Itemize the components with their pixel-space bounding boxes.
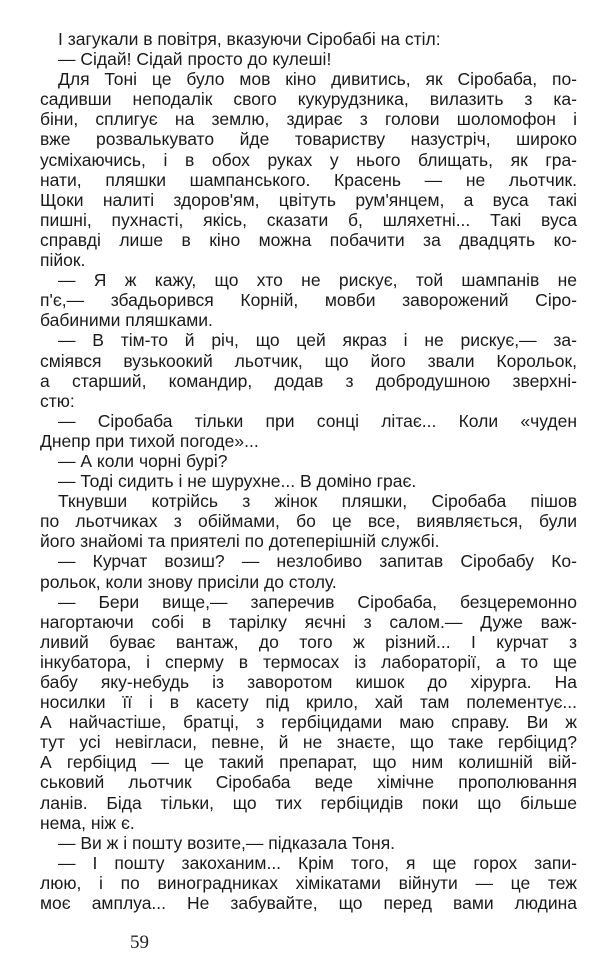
text-line: п'є,— збадьорився Корній, мовби заворожений Сіро- [40,290,577,311]
text-line: ливий буває вантаж, до того ж різний... І курчат з [40,631,577,652]
text-line: бабиними пляшками. [40,310,213,331]
text-line: — Бери вище,— заперечив Сіробаба, безцеремонно [58,591,577,612]
paragraph [40,451,577,471]
text-line: стю: [40,390,75,411]
paragraph [40,29,577,49]
text-line: вже розвалькувато йде товариству назустріч, широко [40,129,577,150]
paragraph [40,471,577,491]
paragraph [40,49,577,69]
text-line: Днепр при тихой погоде»... [40,430,259,451]
text-line: — Сіробаба тільки при сонці літає... Коли «чуден [58,410,577,431]
paragraph [40,592,577,833]
text-line: а старший, командир, додав з добродушною зверхні- [40,370,577,391]
paragraph [40,69,577,270]
text-line: — Тоді сидить і не шурухне... В доміно грає. [58,471,417,492]
text-line: — А коли чорні бурі? [58,450,228,471]
text-line: І загукали в повітря, вказуючи Сіробабі на стіл: [58,29,441,49]
text-line: А гербіцид — це такий препарат, що ним колишній вій- [40,752,577,773]
text-line: по льотчиках з обіймами, бо це все, виявляється, були [40,511,577,532]
page-number: 59 [130,932,149,953]
paragraph [40,551,577,591]
paragraph [40,270,577,330]
text-line: — Я ж кажу, що хто не рискує, той шампанів не [58,270,577,291]
text-line: носилки її і в касету під крило, хай там полементує... [40,692,577,713]
text-line: нема, ніж є. [40,812,135,833]
text-line: — Сідай! Сідай просто до кулеші! [58,49,332,70]
text-line: ланів. Біда тільки, що тих гербіцидів поки що більше [40,792,577,813]
paragraph [40,411,577,451]
text-line: люю, і по виноградниках хімікатами війнути — це теж [40,872,577,893]
text-line: — Курчат возиш? — незлобиво запитав Сіробабу Ко- [58,551,577,572]
text-line: справді лише в кіно можна побачити за двадцять ко- [40,229,577,250]
book-page-text [40,29,577,913]
text-line: нати, пляшки шампанського. Красень — не льотчик. [40,169,577,190]
text-line: Для Тоні це було мов кіно дивитись, як Сіробаба, по- [58,69,577,90]
text-line: Щоки налиті здоров'ям, цвітуть рум'янцем, а вуса такі [40,189,577,210]
paragraph [40,853,577,913]
text-line: пійок. [40,250,86,271]
text-line: А найчастіше, братці, з гербіцидами маю справу. Ви ж [40,712,577,733]
text-line: нагортаючи собі в тарілку яєчні з салом.— Дуже важ- [40,611,577,632]
text-line: бабу яку-небудь із заворотом кишок до хірурга. На [40,672,577,692]
paragraph [40,330,577,410]
text-line: моє амплуа... Не забувайте, що перед вами людина [40,893,577,914]
text-line: — І пошту закоханим... Крім того, я ще горох запи- [58,852,577,873]
paragraph [40,833,577,853]
text-line: усміхаючись, і в обох руках у нього блищать, як гра- [40,149,577,170]
text-line: тут усі невігласи, певне, й не знаєте, що таке гербіцид? [40,732,577,753]
text-line: його знайомі та приятелі по дотеперішній службі. [40,531,440,552]
text-line: — В тім-то й річ, що цей якраз і не рискує,— за- [58,330,577,351]
text-line: ськовий льотчик Сіробаба веде хімічне прополювання [40,772,577,793]
text-line: пишні, пухнасті, якісь, сказати б, шляхетні... Такі вуса [40,209,577,230]
text-line: садивши неподалік свого кукурудзника, вилазить з ка- [40,89,577,110]
text-line: Ткнувши котрійсь з жінок пляшки, Сіробаба пішов [58,491,577,512]
paragraph [40,491,577,551]
text-line: біни, сплигує на землю, здирає з голови шоломофон і [40,109,577,130]
text-line: інкубатора, і сперму в термосах із лабораторії, а то ще [40,651,577,672]
text-line: — Ви ж і пошту возите,— підказала Тоня. [58,832,396,853]
text-line: сміявся вузькоокий льотчик, що його звали Корольок, [40,350,577,371]
text-line: рольок, коли знову присіли до столу. [40,571,337,592]
